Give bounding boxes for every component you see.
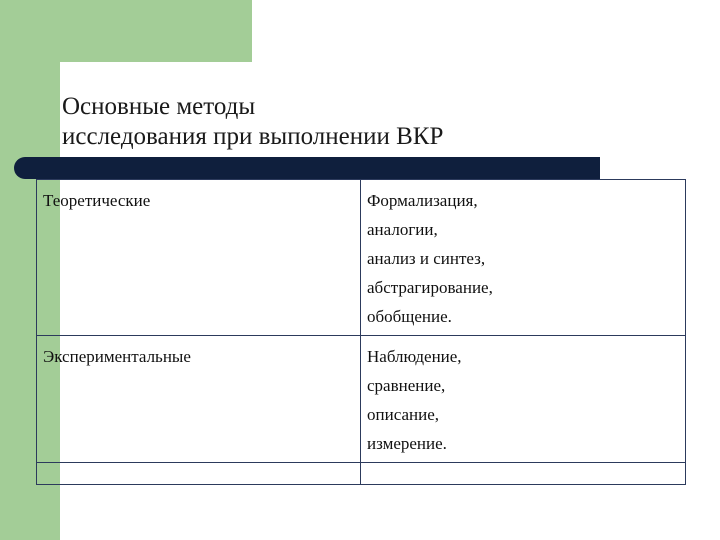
methods-cell bbox=[361, 180, 686, 336]
category-label: Экспериментальные bbox=[43, 347, 191, 366]
method-item: аналогии, bbox=[367, 220, 438, 239]
method-item: абстрагирование, bbox=[367, 278, 493, 297]
method-item: обобщение. bbox=[367, 307, 452, 326]
category-cell bbox=[37, 336, 361, 463]
category-cell bbox=[37, 180, 361, 336]
method-item: анализ и синтез, bbox=[367, 249, 486, 268]
methods-cell bbox=[361, 336, 686, 463]
slide-title-line-1: Основные методы bbox=[62, 93, 256, 120]
title-underline-bar bbox=[14, 157, 600, 179]
method-item: описание, bbox=[367, 405, 439, 424]
table-row bbox=[37, 336, 686, 463]
table-row-empty bbox=[37, 463, 686, 485]
empty-cell bbox=[361, 463, 686, 485]
empty-cell bbox=[37, 463, 361, 485]
methods-table bbox=[36, 179, 686, 485]
slide-title-line-2: исследования при выполнении ВКР bbox=[62, 123, 444, 150]
slide-title bbox=[62, 92, 602, 152]
green-accent-top bbox=[0, 0, 252, 62]
method-item: Формализация, bbox=[367, 191, 478, 210]
table-row bbox=[37, 180, 686, 336]
method-item: измерение. bbox=[367, 434, 447, 453]
method-item: Наблюдение, bbox=[367, 347, 462, 366]
category-label: Теоретические bbox=[43, 191, 151, 210]
method-item: сравнение, bbox=[367, 376, 446, 395]
